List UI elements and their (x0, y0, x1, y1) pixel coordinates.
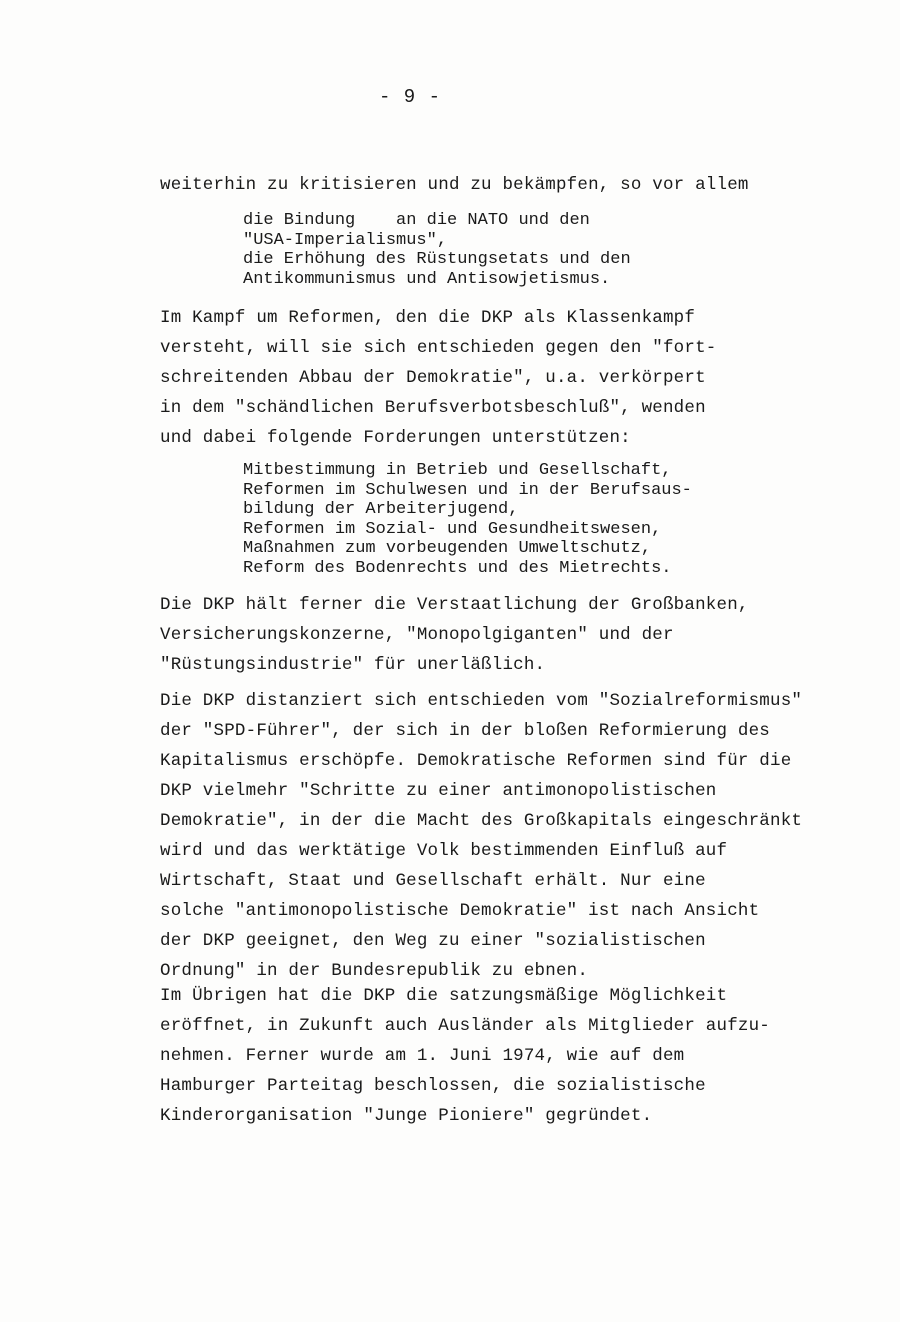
text-line: Versicherungskonzerne, "Monopolgiganten" und der (160, 625, 674, 645)
text-line: wird und das werktätige Volk bestimmenden Einfluß auf (160, 841, 728, 861)
paragraph-nationalization (160, 590, 749, 680)
text-line: Hamburger Parteitag beschlossen, die sozialistische (160, 1076, 706, 1096)
paragraph-intro (160, 170, 749, 200)
text-line: eröffnet, in Zukunft auch Ausländer als Mitglieder aufzu- (160, 1016, 770, 1036)
text-line: Wirtschaft, Staat und Gesellschaft erhält. Nur eine (160, 871, 706, 891)
text-line: Im Übrigen hat die DKP die satzungsmäßige Möglichkeit (160, 986, 728, 1006)
text-line: Kapitalismus erschöpfe. Demokratische Reformen sind für die (160, 751, 792, 771)
text-line: in dem "schändlichen Berufsverbotsbeschluß", wenden (160, 398, 706, 418)
text-line: Kinderorganisation "Junge Pioniere" gegründet. (160, 1106, 653, 1126)
page-number: - 9 - (378, 86, 441, 108)
text-line: DKP vielmehr "Schritte zu einer antimonopolistischen (160, 781, 717, 801)
paragraph-foreigners (160, 981, 770, 1131)
text-line: der DKP geeignet, den Weg zu einer "sozialistischen (160, 931, 706, 951)
text-line: nehmen. Ferner wurde am 1. Juni 1974, wie auf dem (160, 1046, 685, 1066)
list-line: Reform des Bodenrechts und des Mietrechts. (243, 558, 672, 578)
text-line: versteht, will sie sich entschieden gegen den "fort- (160, 338, 717, 358)
text-line: schreitenden Abbau der Demokratie", u.a. verkörpert (160, 368, 706, 388)
list-line: Maßnahmen zum vorbeugenden Umweltschutz, (243, 539, 652, 558)
text-line: solche "antimonopolistische Demokratie" ist nach Ansicht (160, 901, 760, 921)
text-line: Im Kampf um Reformen, den die DKP als Klassenkampf (160, 308, 696, 328)
text-line: "Rüstungsindustrie" für unerläßlich. (160, 655, 546, 675)
criticism-list (243, 211, 631, 289)
list-line: die Erhöhung des Rüstungsetats und den (243, 250, 631, 269)
text-line: Die DKP distanziert sich entschieden vom "Sozialreformismus" (160, 691, 803, 711)
list-line: Antikommunismus und Antisowjetismus. (243, 269, 611, 289)
list-line: Mitbestimmung in Betrieb und Gesellschaft, (243, 461, 672, 480)
list-line: Reformen im Schulwesen und in der Berufsaus- (243, 480, 692, 500)
paragraph-reforms (160, 303, 717, 453)
demands-list (243, 461, 692, 578)
list-line: "USA-Imperialismus", (243, 230, 448, 250)
text-line: Demokratie", in der die Macht des Großkapitals eingeschränkt (160, 811, 803, 831)
paragraph-distance (160, 686, 802, 986)
text-line: Die DKP hält ferner die Verstaatlichung der Großbanken, (160, 595, 749, 615)
text-line: der "SPD-Führer", der sich in der bloßen Reformierung des (160, 721, 770, 741)
text-line: und dabei folgende Forderungen unterstützen: (160, 428, 631, 448)
text-line: Ordnung" in der Bundesrepublik zu ebnen. (160, 961, 589, 981)
list-line: Reformen im Sozial- und Gesundheitswesen, (243, 519, 662, 539)
list-line: bildung der Arbeiterjugend, (243, 500, 519, 519)
text-line: weiterhin zu kritisieren und zu bekämpfen, so vor allem (160, 175, 749, 195)
list-line: die Bindung an die NATO und den (243, 211, 590, 230)
